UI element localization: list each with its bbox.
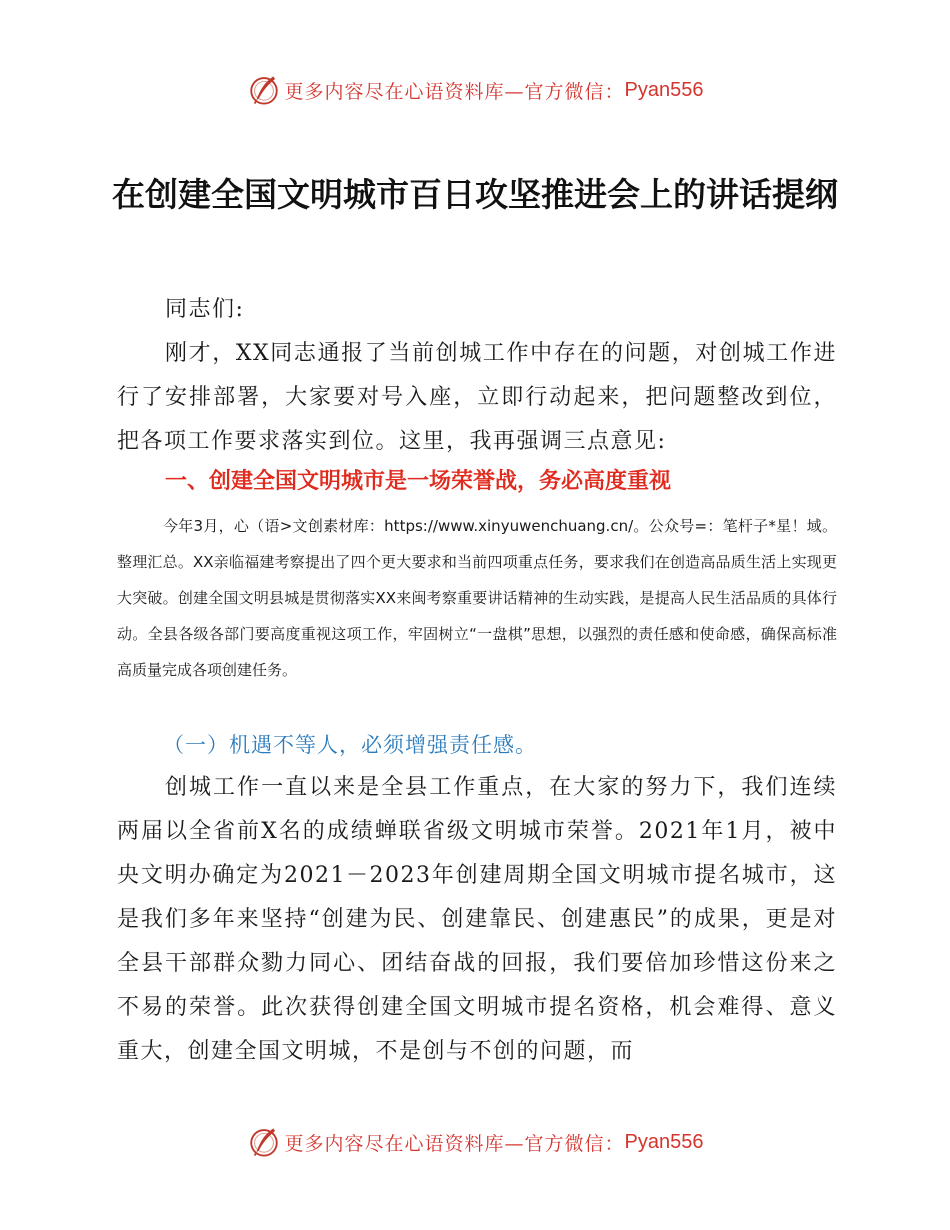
quill-logo-icon	[247, 1125, 281, 1159]
watermark-wechat-id: Pyan556	[624, 1130, 704, 1153]
intro-paragraph: 刚才，XX同志通报了当前创城工作中存在的问题，对创城工作进行了安排部署，大家要对号入座，立即行动起来，把问题整改到位，把各项工作要求落实到位。这里，我再强调三点意见:	[117, 341, 837, 454]
intro-block	[117, 288, 837, 464]
header-watermark	[0, 70, 950, 110]
document-title: 在创建全国文明城市百日攻坚推进会上的讲话提纲	[112, 175, 838, 214]
section-1-paragraph: 今年3月，心（语>文创素材库：https://www.xinyuwenchuang.cn/。公众号=：笔杆子*星！域。整理汇总。XX亲临福建考察提出了四个更大要求和当前四项重点任务，要求我们在创造高品质生活上实现更大突破。创建全国文明县城是贯彻落实XX来闽考察重要讲话精神的生动实践，是提高人民生活品质的具体行动。全县各级各部门要高度重视这项工作，牢固树立“一盘棋”思想，以强烈的责任感和使命感，确保高标准高质量完成各项创建任务。	[117, 517, 837, 679]
salutation: 同志们:	[165, 297, 245, 322]
watermark-wechat-id: Pyan556	[624, 78, 704, 101]
subsection-1-heading: （一）机遇不等人，必须增强责任感。	[163, 733, 537, 757]
footer-watermark	[0, 1122, 950, 1162]
quill-logo-icon	[247, 73, 281, 107]
subsection-1-paragraph: 创城工作一直以来是全县工作重点，在大家的努力下，我们连续两届以全省前X名的成绩蝉联省级文明城市荣誉。2021年1月，被中央文明办确定为2021－2023年创建周期全国文明城市提名城市，这是我们多年来坚持“创建为民、创建靠民、创建惠民”的成果，更是对全县干部群众勠力同心、团结奋战的回报，我们要倍加珍惜这份来之不易的荣誉。此次获得创建全国文明城市提名资格，机会难得、意义重大，创建全国文明城，不是创与不创的问题，而	[117, 775, 837, 1064]
section-1-heading: 一、创建全国文明城市是一场荣誉战，务必高度重视	[165, 469, 672, 494]
watermark-slogan: 更多内容尽在心语资料库—官方微信：	[284, 1132, 625, 1155]
watermark-slogan: 更多内容尽在心语资料库—官方微信：	[284, 80, 625, 103]
subsection-1-block	[117, 766, 837, 1074]
